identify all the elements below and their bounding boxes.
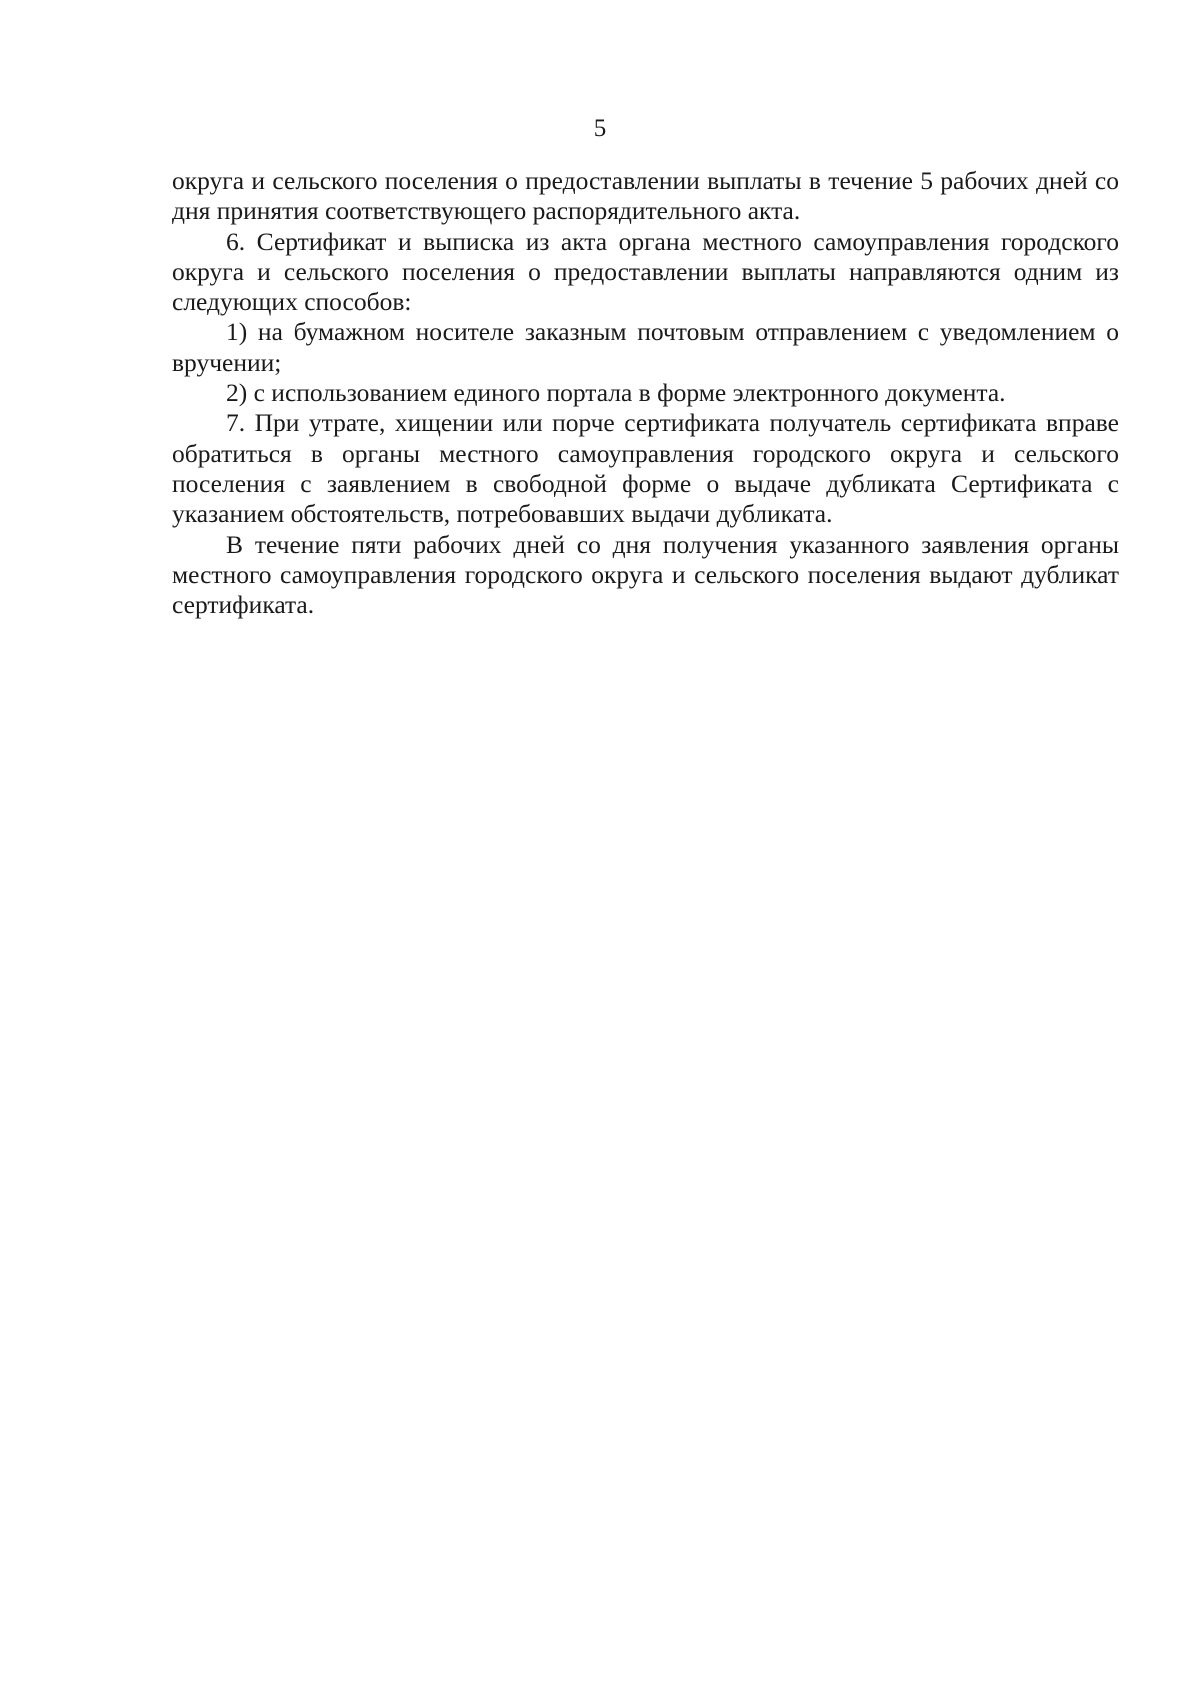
paragraph-subitem-1: 1) на бумажном носителе заказным почтовым отправлением с уведомлением о вручении; [172, 317, 1119, 377]
document-body [172, 166, 1119, 620]
paragraph-subitem-2: 2) с использованием единого портала в форме электронного документа. [226, 378, 1006, 408]
paragraph-continuation: округа и сельского поселения о предоставлении выплаты в течение 5 рабочих дней со дня принятия соответствующего распорядительного акта. [172, 166, 1119, 226]
page-number: 5 [593, 115, 607, 142]
paragraph-item-7: 7. При утрате, хищении или порче сертификата получатель сертификата вправе обратиться в органы местного самоуправления городского округа и сельского поселения с заявлением в свободной форме о выдаче дубликата Сертификата с указанием обстоятельств, потребовавших выдачи дубликата. [172, 408, 1119, 529]
paragraph-item-6: 6. Сертификат и выписка из акта органа местного самоуправления городского округа и сельского поселения о предоставлении выплаты направляются одним из следующих способов: [172, 226, 1119, 317]
paragraph-duplicate-issue: В течение пяти рабочих дней со дня получения указанного заявления органы местного самоуправления городского округа и сельского поселения выдают дубликат сертификата. [172, 529, 1119, 620]
